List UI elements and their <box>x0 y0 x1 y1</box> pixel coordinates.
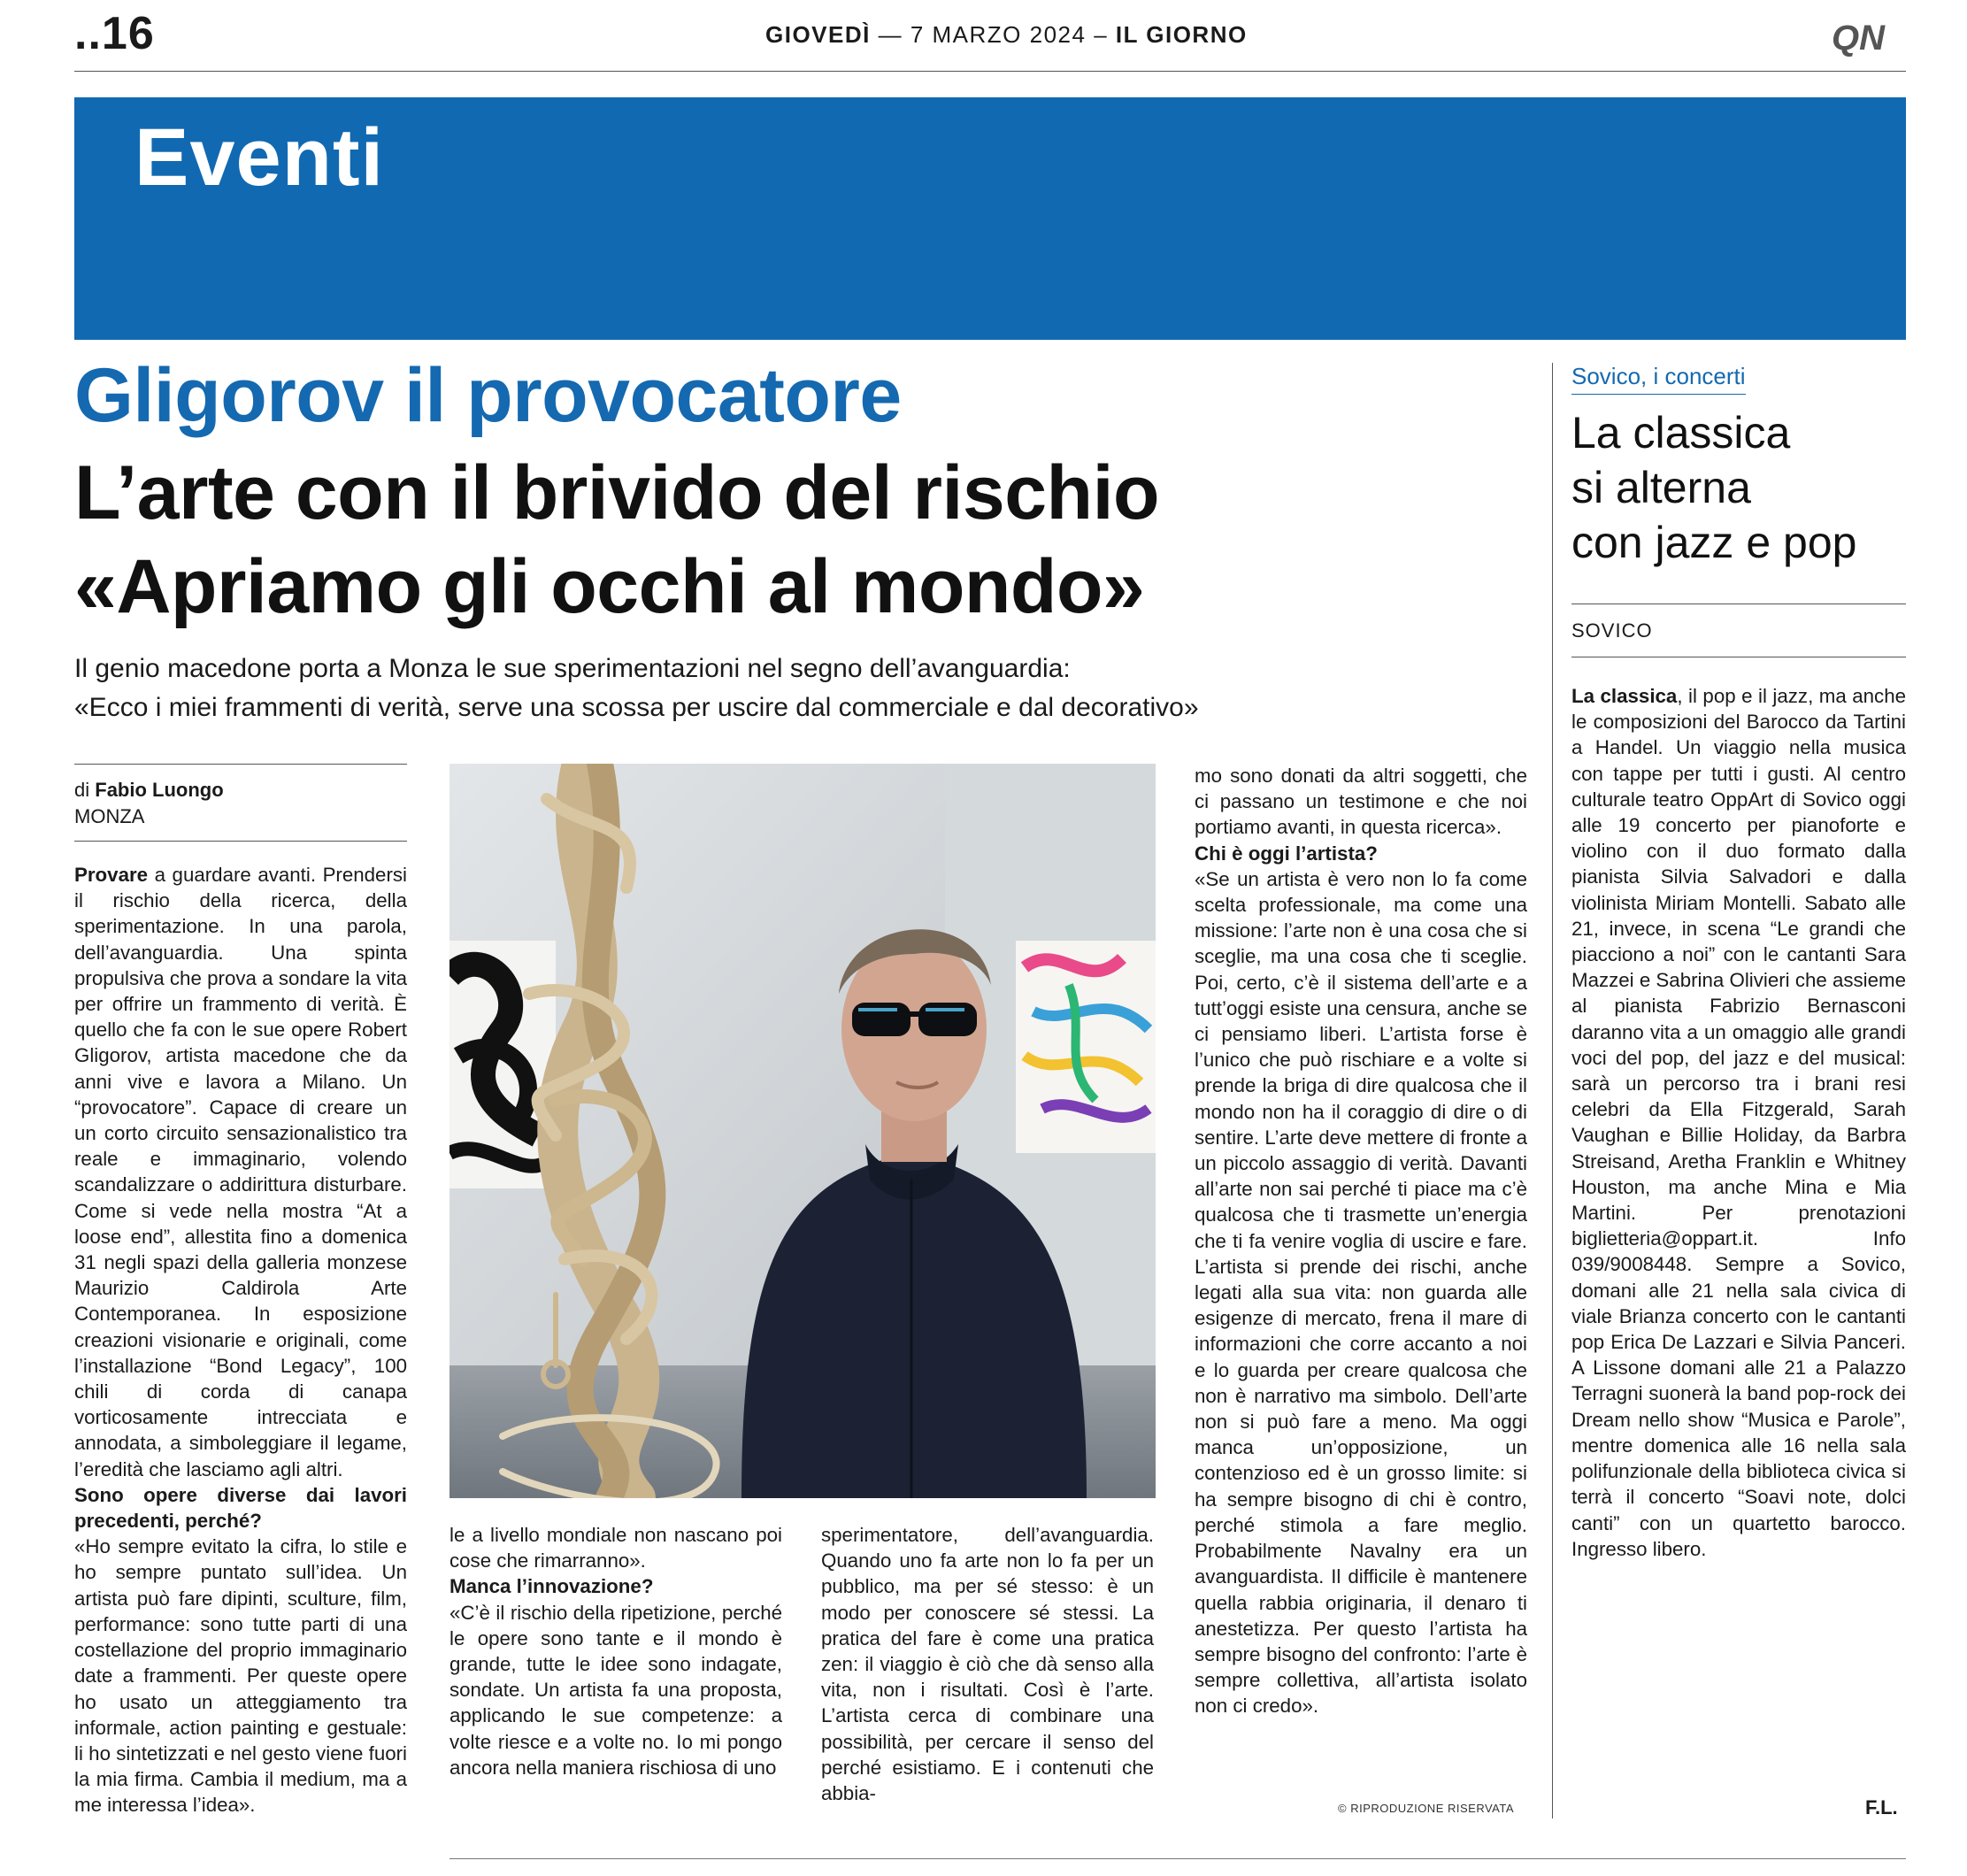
qn-logo <box>1832 16 1906 58</box>
sidebar-signature: F.L. <box>1865 1796 1898 1818</box>
interview-question: Chi è oggi l’artista? <box>1195 842 1378 865</box>
article-headline-line2: «Apriamo gli occhi al mondo» <box>74 544 1145 629</box>
article-kicker: Gligorov il provocatore <box>74 353 902 438</box>
page-number: ..16 <box>74 8 155 59</box>
section-title: Eventi <box>134 112 385 203</box>
bottom-divider <box>449 1858 1906 1859</box>
artist-photo <box>449 764 1156 1498</box>
sidebar-kicker: Sovico, i concerti <box>1571 363 1746 395</box>
qn-logo-text: QN <box>1832 19 1885 58</box>
byline-divider-top <box>74 764 407 765</box>
subhead-line1: Il genio macedone porta a Monza le sue sperimentazioni nel segno dell’avanguardia: <box>74 654 1071 683</box>
article-paragraph <box>74 862 407 1482</box>
sidebar-location: SOVICO <box>1571 619 1653 642</box>
article-column-4 <box>1195 763 1527 1719</box>
byline-location: MONZA <box>74 805 145 827</box>
copyright-notice: © RIPRODUZIONE RISERVATA <box>1338 1802 1515 1815</box>
sidebar-divider <box>1552 363 1553 1818</box>
header-divider <box>74 71 1906 72</box>
sidebar-paragraph-text: , il pop e il jazz, ma anche le composizioni del Barocco da Tartini a Handel. Un viaggio nella musica con tappe per tutti i gusti. Al centro culturale teatro OppArt di Sovico oggi alle 19 concerto per pianoforte e violino con il duo formato dalla pianista Silvia Salvadori e dalla violinista Miriam Montelli. Sabato alle 21, invece, in scena “Le grandi che piacciono a noi” con le cantanti Sara Mazzei e Sabrina Olivieri che assieme al pianista Fabrizio Bernasconi daranno vita a un omaggio alle grandi voci del pop, del jazz e del musical: sarà un percorso tra i brani resi celebri da Ella Fitzgerald, Sarah Vaughan e Billie Holiday, da Barbra Streisand, Aretha Franklin e Whitney Houston, ma anche Mina e Mia Martini. Per prenotazioni biglietteria@oppart.it. Info 039/9008448. Sempre a Sovico, domani alle 21 nella sala civica di viale Brianza concerto con le cantanti pop Erica De Lazzari e Silvia Panceri. A Lissone domani alle 21 a Palazzo Terragni suonerà la band pop-rock dei Dream nello show “Musica e Parole”, mentre domenica alle 16 nella sala polifunzionale della biblioteca civica si terrà il concerto “Soavi note, dolci canti” con un quartetto barocco. Ingresso libero. <box>1571 685 1906 1560</box>
interview-answer: «C’è il rischio della ripetizione, perché le opere sono tante e il mondo è grande, tutte le idee sono indagate, sondate. Un artista fa una proposta, applicando le sue competenze: a volte riesce e a volte no. Io mi pongo ancora nella maniera rischiosa di uno <box>449 1601 782 1779</box>
article-lead-word: Provare <box>74 864 149 886</box>
article-paragraph: le a livello mondiale non nascano poi cose che rimarranno». <box>449 1524 782 1572</box>
sidebar-lead-word: La classica <box>1571 685 1678 707</box>
article-headline-line1: L’arte con il brivido del rischio <box>74 450 1160 535</box>
sidebar-title <box>1571 405 1856 570</box>
masthead-newspaper: IL GIORNO <box>1115 21 1248 48</box>
masthead-separator: – <box>1094 21 1109 48</box>
article-column-1 <box>74 862 407 1818</box>
article-column-2 <box>449 1522 782 1780</box>
masthead-date: 7 MARZO 2024 <box>910 21 1087 48</box>
article-paragraph: mo sono donati da altri soggetti, che ci passano un testimone e che noi portiamo avanti, in questa ricerca». <box>1195 765 1527 839</box>
masthead <box>765 21 1248 49</box>
sidebar-title-line3: con jazz e pop <box>1571 518 1857 567</box>
article-paragraph-text: a guardare avanti. Prendersi il rischio della ricerca, della sperimentazione. In una parola, dell’avanguardia. Una spinta propulsiva che prova a sondare la vita per offrire un frammento di verità. È quello che fa con le sue opere Robert Gligorov, artista macedone che da anni vive e lavora a Milano. Un “provocatore”. Capace di creare un un corto circuito sensazionalistico tra reale e immaginario, volendo scandalizzare o addirittura disturbare. Come si vede nella mostra “At a loose end”, allestita fino a domenica 31 negli spazi della galleria monzese Maurizio Caldirola Arte Contemporanea. In esposizione creazioni visionarie e originali, come l’installazione “Bond Legacy”, 100 chili di corda di canapa vorticosamente intrecciata e annodata, a simboleggiare il legame, l’eredità che lasciamo agli altri. <box>74 864 407 1480</box>
interview-answer: «Ho sempre evitato la cifra, lo stile e ho sempre puntato sull’idea. Un artista può fare dipinti, sculture, film, performance: sono tutte parti di una costellazione del proprio immaginario date a frammenti. Per queste opere ho usato un atteggiamento tra informale, action painting e gestuale: li ho sintetizzati e nel gesto viene fuori la mia firma. Cambia il medium, ma a me interessa l’idea». <box>74 1535 407 1817</box>
subhead-line2: «Ecco i miei frammenti di verità, serve una scossa per uscire dal commerciale e dal decorativo» <box>74 693 1199 722</box>
byline-divider-bottom <box>74 841 407 842</box>
article-paragraph: sperimentatore, dell’avanguardia. Quando uno fa arte non lo fa per un pubblico, ma per sé stesso: è un modo per conoscere sé stessi. La pratica del fare è come una pratica zen: il viaggio è ciò che dà senso alla vita, non i risultati. Così è l’arte. L’artista cerca di combinare una possibilità, per cercare il senso del perché esistiamo. E i contenuti che abbia- <box>821 1524 1154 1805</box>
masthead-day: GIOVEDÌ <box>765 21 871 48</box>
interview-answer: «Se un artista è vero non lo fa come scelta professionale, ma come una missione: l’arte non è una cosa che si sceglie, ma una cosa che ti sceglie. Poi, certo, c’è il sistema dell’arte e a tutt’oggi esiste una censura, anche se ci pensiamo liberi. L’artista forse è l’unico che può rischiare e a volte si prende la briga di dire qualcosa che il mondo non ha il coraggio di dire o di sentire. L’arte deve mettere di fronte a un piccolo assaggio di verità. Davanti all’arte non sai perché ti piace ma c’è qualcosa che ti trasmette un’energia che ti fa venire voglia di uscire e fare. L’artista si prende dei rischi, anche legati alla sua vita: non guarda alle esigenze di mercato, frena il mare di informazioni che corre accanto a noi e lo guarda per creare qualcosa che non è narrativo ma simbolo. Dell’arte non si può fare a meno. Ma oggi manca un’opposizione, un contenzioso ed è un grosso limite: si ha sempre bisogno di chi è contro, perché stimola a fare meglio. Probabilmente Navalny era un avanguardista. Il difficile è mantenere quella rabbia originaria, il denaro ti anestetizza. Per questo l’artista ha sempre bisogno del confronto: l’arte è sempre collettiva, all’artista isolato non ci credo». <box>1195 867 1527 1718</box>
article-column-3 <box>821 1522 1154 1806</box>
sidebar-title-line2: si alterna <box>1571 463 1751 512</box>
sidebar-title-line1: La classica <box>1571 408 1791 457</box>
sidebar-paragraph <box>1571 683 1906 1562</box>
byline-prefix: di <box>74 779 90 801</box>
colorful-painting <box>1016 941 1156 1153</box>
interview-question: Sono opere diverse dai lavori precedenti, perché? <box>74 1483 407 1533</box>
sidebar-body <box>1571 683 1906 1562</box>
masthead-dash: — <box>878 21 903 48</box>
byline <box>74 777 224 830</box>
byline-author: Fabio Luongo <box>95 779 224 801</box>
article-subhead <box>74 650 1437 727</box>
artist-photo-illustration <box>449 764 1156 1498</box>
interview-question: Manca l’innovazione? <box>449 1575 654 1598</box>
